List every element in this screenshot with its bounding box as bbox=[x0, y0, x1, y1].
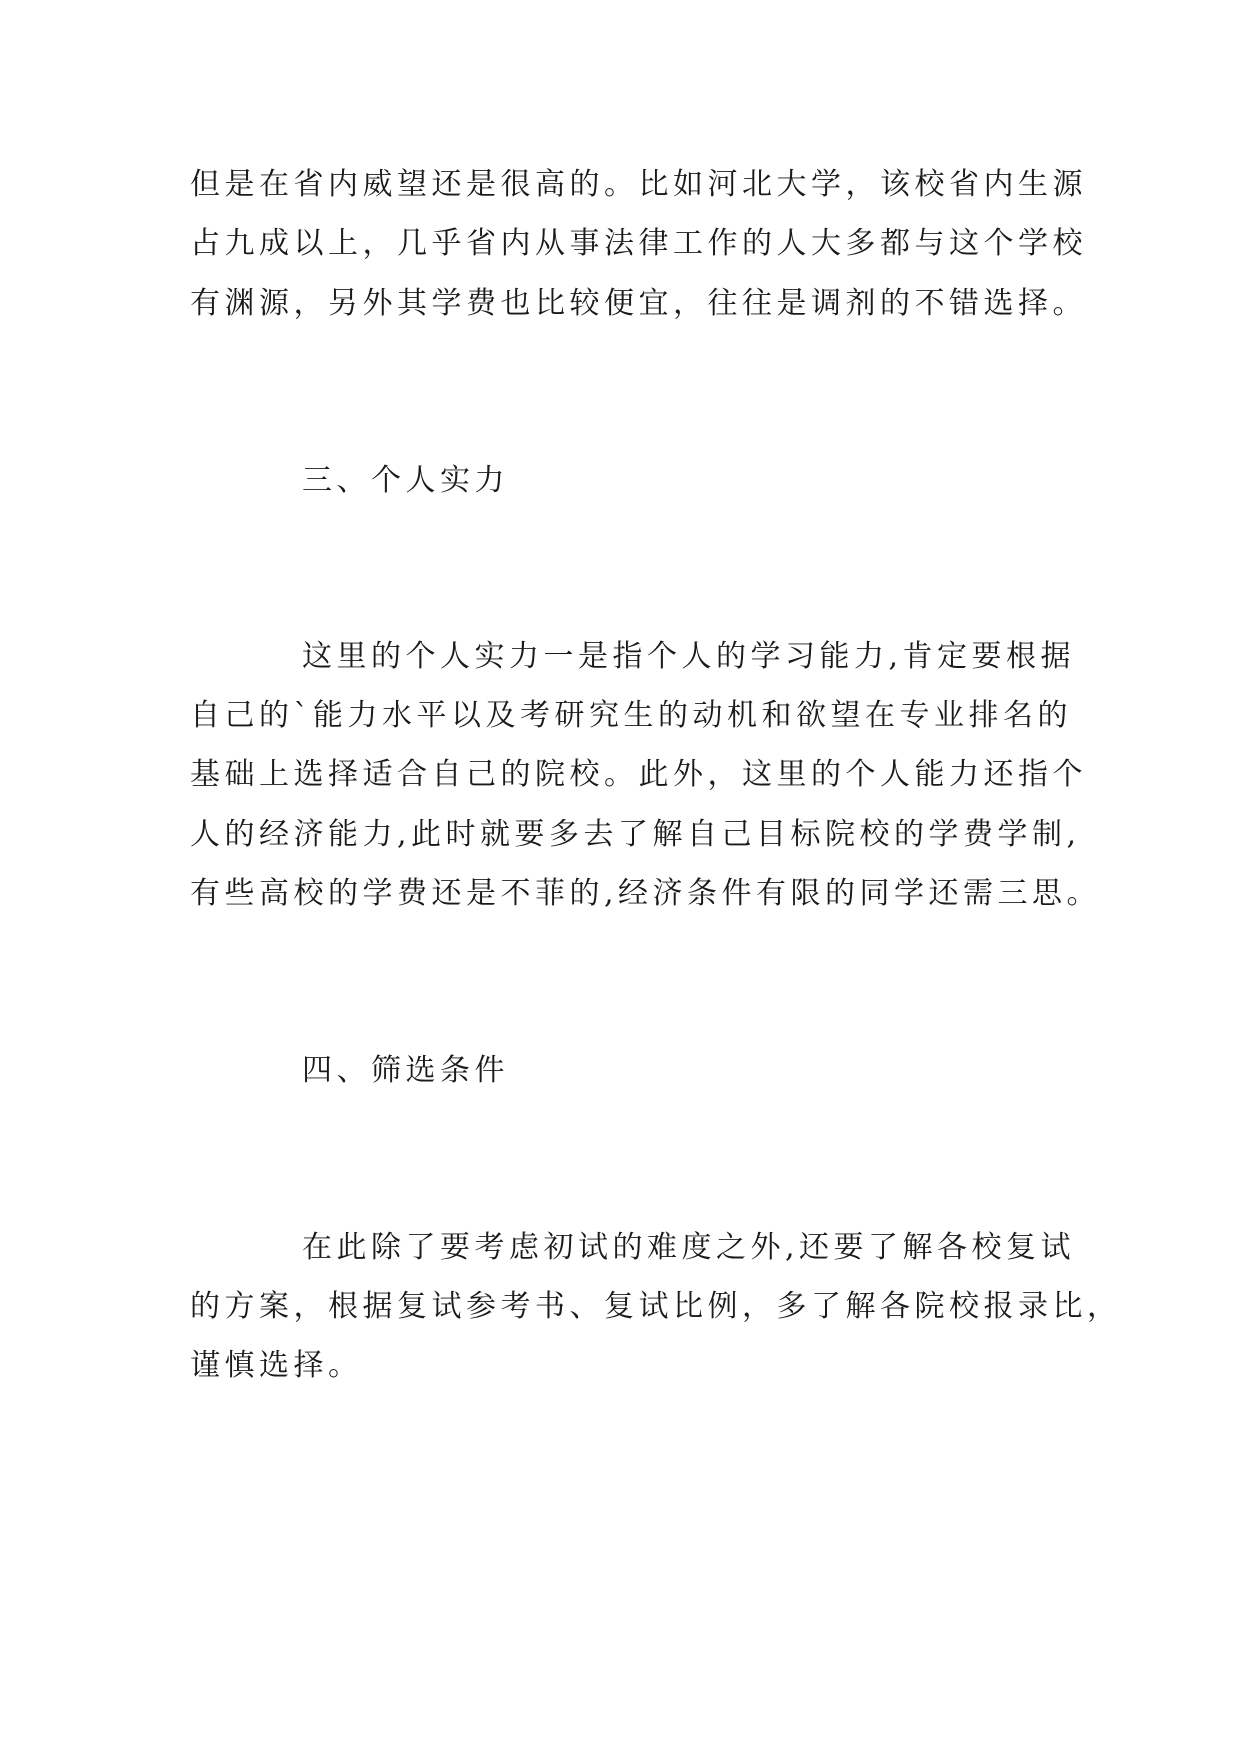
paragraph-1-line-2: 占九成以上，几乎省内从事法律工作的人大多都与这个学校 bbox=[190, 226, 1087, 261]
section-heading-3: 三、个人实力 bbox=[302, 463, 509, 498]
paragraph-2-line-4: 人的经济能力,此时就要多去了解自己目标院校的学费学制, bbox=[190, 817, 1081, 852]
paragraph-1-line-1: 但是在省内威望还是很高的。比如河北大学，该校省内生源 bbox=[190, 167, 1087, 202]
paragraph-3-line-3: 谨慎选择。 bbox=[190, 1348, 363, 1383]
paragraph-2-line-1: 这里的个人实力一是指个人的学习能力,肯定要根据 bbox=[302, 639, 1076, 674]
paragraph-3-line-2: 的方案，根据复试参考书、复试比例，多了解各院校报录比， bbox=[190, 1289, 1122, 1324]
paragraph-2-line-5: 有些高校的学费还是不菲的,经济条件有限的同学还需三思。 bbox=[190, 876, 1102, 911]
paragraph-2-line-3: 基础上选择适合自己的院校。此外，这里的个人能力还指个 bbox=[190, 757, 1087, 792]
paragraph-3-line-1: 在此除了要考虑初试的难度之外,还要了解各校复试 bbox=[302, 1230, 1076, 1265]
paragraph-2-line-2: 自己的`能力水平以及考研究生的动机和欲望在专业排名的 bbox=[190, 698, 1072, 733]
section-heading-4: 四、筛选条件 bbox=[302, 1053, 509, 1088]
paragraph-1-line-3: 有渊源，另外其学费也比较便宜，往往是调剂的不错选择。 bbox=[190, 286, 1087, 321]
